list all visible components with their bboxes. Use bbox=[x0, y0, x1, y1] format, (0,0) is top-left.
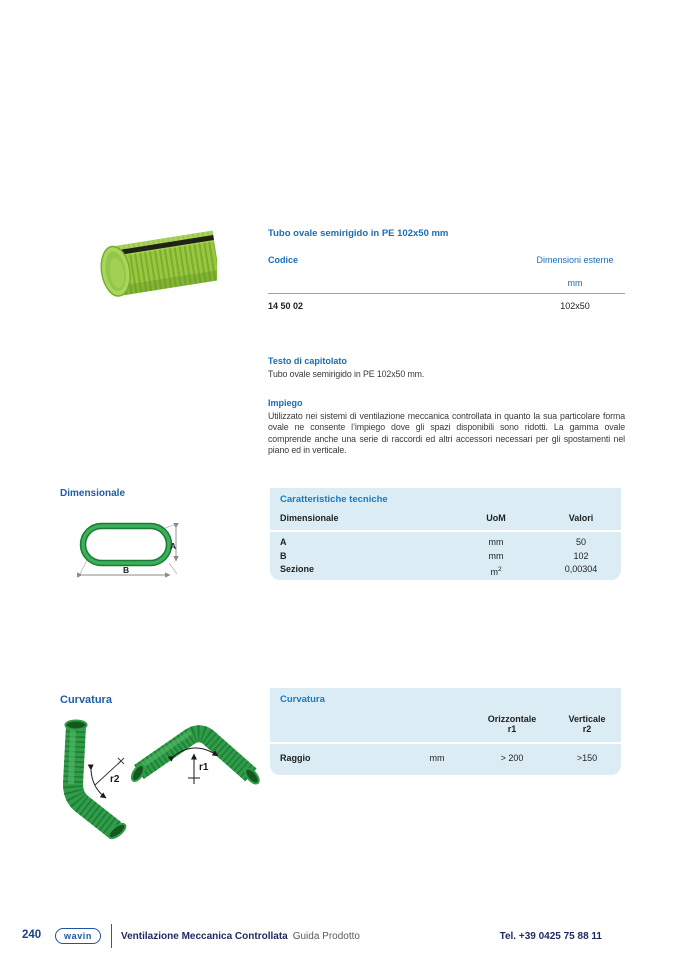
product-title: Tubo ovale semirigido in PE 102x50 mm bbox=[268, 228, 449, 239]
table-row bbox=[270, 536, 621, 550]
row-uom: mm bbox=[488, 550, 504, 561]
radius-r1-label: r1 bbox=[199, 762, 209, 773]
divider bbox=[270, 742, 621, 744]
doc-subtitle: Guida Prodotto bbox=[292, 931, 360, 942]
row-name: A bbox=[280, 537, 287, 547]
section-heading: Testo di capitolato bbox=[268, 356, 347, 366]
tech-table-title: Caratteristiche tecniche bbox=[280, 494, 388, 505]
code-table-header-codice: Codice bbox=[268, 255, 299, 265]
tech-table-header-row bbox=[270, 513, 621, 530]
curvatura-table bbox=[270, 688, 621, 775]
section-body: Tubo ovale semirigido in PE 102x50 mm. bbox=[268, 368, 425, 379]
row-name: Raggio bbox=[280, 753, 311, 763]
table-row bbox=[270, 550, 621, 564]
section-heading: Impiego bbox=[268, 398, 303, 408]
footer-phone: Tel. +39 0425 75 88 11 bbox=[499, 931, 602, 942]
wavin-logo-text: wavin bbox=[63, 931, 92, 941]
table-row bbox=[270, 563, 621, 580]
table-row bbox=[270, 753, 621, 763]
divider bbox=[268, 293, 625, 294]
col-verticale: Verticale r2 bbox=[568, 714, 606, 734]
dimension-b-label: B bbox=[123, 565, 130, 575]
row-uom: mm bbox=[488, 537, 504, 547]
tech-col-uom: UoM bbox=[486, 513, 506, 523]
code-table-row bbox=[268, 301, 625, 311]
product-code: 14 50 02 bbox=[268, 301, 304, 311]
code-table bbox=[268, 255, 625, 311]
section-impiego bbox=[268, 398, 625, 457]
wavin-logo bbox=[55, 928, 101, 944]
row-uom: mm bbox=[429, 753, 445, 763]
row-value: 102 bbox=[573, 550, 589, 561]
col-orizzontale: Orizzontale r1 bbox=[487, 714, 537, 734]
tech-col-dimensionale: Dimensionale bbox=[280, 513, 339, 523]
product-dimensions: 102x50 bbox=[560, 301, 590, 311]
divider bbox=[111, 924, 112, 948]
row-name: B bbox=[280, 550, 287, 561]
curvatura-table-header-row bbox=[270, 714, 621, 742]
row-name: Sezione bbox=[280, 564, 315, 574]
radius-r2-label: r2 bbox=[110, 774, 120, 785]
section-body: Utilizzato nei sistemi di ventilazione meccanica controllata in quanto la sua particolare forma ovale ne consente l’impiego dove gli spazi disponibili sono ridotti. La gamma ovale comprende anche una serie di raccordi ed altri accessori necessari per gli spostamenti nel piano ed in verticale. bbox=[268, 410, 625, 455]
curvatura-table-title: Curvatura bbox=[280, 694, 325, 705]
row-value: 50 bbox=[575, 537, 586, 547]
doc-title: Ventilazione Meccanica Controllata bbox=[121, 931, 288, 942]
tech-table bbox=[270, 488, 621, 580]
row-value: 0,00304 bbox=[564, 564, 598, 574]
page-number: 240 bbox=[22, 929, 42, 941]
dimensionale-label: Dimensionale bbox=[60, 488, 126, 499]
row-value-orizzontale: > 200 bbox=[500, 753, 524, 763]
code-table-header-dimensioni: Dimensioni esterne bbox=[536, 255, 614, 265]
curvatura-diagram bbox=[42, 712, 267, 842]
dimension-a-label: A bbox=[170, 541, 177, 551]
product-photo bbox=[93, 224, 217, 302]
row-uom: $m^2$ bbox=[490, 566, 502, 577]
curvatura-label: Curvatura bbox=[60, 694, 112, 706]
footer-document-title bbox=[121, 931, 360, 942]
dimensionale-diagram bbox=[73, 513, 185, 583]
section-testo-di-capitolato bbox=[268, 356, 625, 380]
code-table-unit: mm bbox=[567, 278, 583, 288]
row-value-verticale: >150 bbox=[576, 753, 598, 763]
tech-col-valori: Valori bbox=[568, 513, 594, 523]
